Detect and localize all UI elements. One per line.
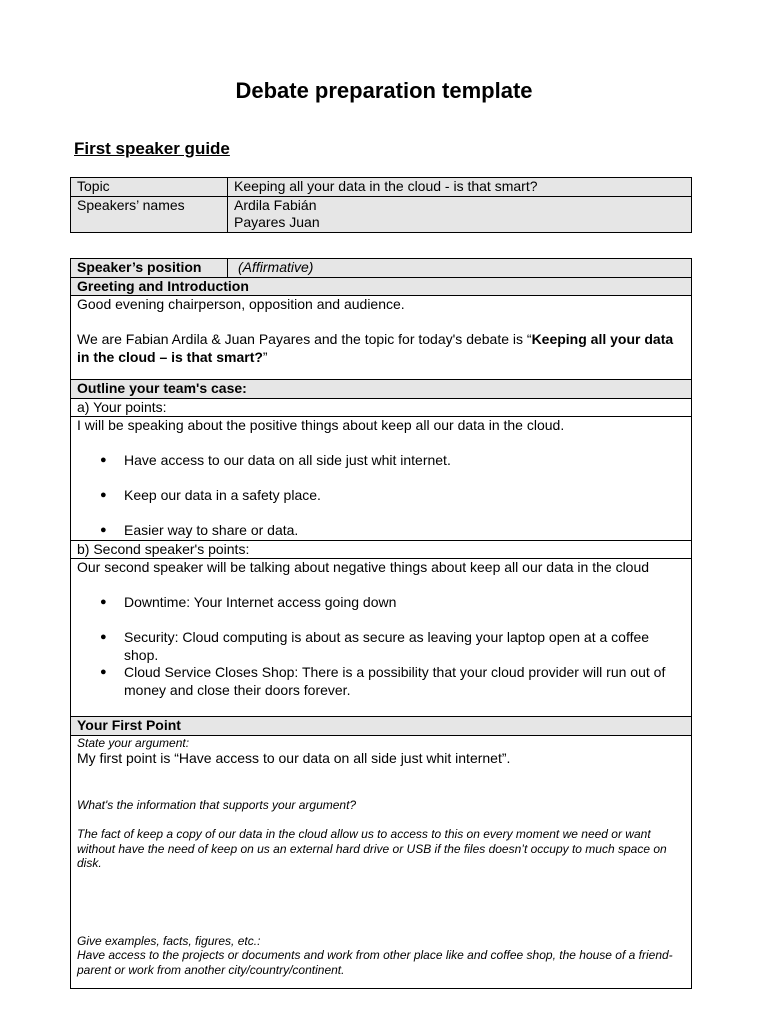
points-list — [77, 452, 685, 540]
state-argument-label: State your argument: — [77, 735, 190, 750]
outline-header-row — [71, 380, 692, 399]
second-body-row — [71, 559, 692, 717]
info-table — [70, 177, 692, 233]
introduction-suffix: ” — [262, 348, 268, 365]
greeting-header-row — [71, 277, 692, 296]
second-points-list — [77, 594, 685, 699]
topic-value: Keeping all your data in the cloud - is that smart? — [228, 178, 692, 197]
introduction-topic: Keeping all your data in the cloud – is that smart? — [77, 331, 674, 365]
second-label-row — [71, 540, 692, 559]
support-text: The fact of keep a copy of our data in the cloud allow us to access to this on every moment we need or want without have the need of keep on us an external hard drive or USB if the files doesn’t occupy to much space on disk. — [77, 827, 667, 870]
introduction-line — [77, 331, 685, 366]
first-point-body — [71, 735, 692, 988]
document-title: Debate preparation template — [235, 78, 533, 103]
introduction-prefix: We are Fabian Ardila & Juan Payares and the topic for today's debate is “ — [77, 331, 532, 347]
list-item: ● Security: Cloud computing is about as secure as leaving your laptop open at a coffee shop. — [124, 629, 685, 664]
points-body-row — [71, 417, 692, 541]
list-item: ● Easier way to share or data. — [124, 522, 685, 540]
first-point-header-row — [71, 717, 692, 736]
points-intro: I will be speaking about the positive things about keep all our data in the cloud. — [77, 417, 565, 433]
list-spacer — [124, 612, 685, 630]
position-row — [71, 259, 692, 278]
greeting-body — [71, 296, 692, 380]
list-item: ● Cloud Service Closes Shop: There is a possibility that your cloud provider will run out of money and close their doors forever. — [124, 664, 685, 699]
greeting-line: Good evening chairperson, opposition and audience. — [77, 296, 405, 312]
list-item: ● Keep our data in a safety place. — [124, 487, 685, 505]
speech-table — [70, 258, 692, 989]
list-item: ● Downtime: Your Internet access going down — [124, 594, 685, 612]
examples-text: Have access to the projects or documents and work from other place like and coffee shop, the house of a friend-parent or work from another city/country/continent. — [77, 948, 673, 977]
list-spacer — [124, 470, 685, 488]
topic-label: Topic — [71, 178, 228, 197]
second-speaker-body — [71, 559, 692, 717]
first-point-header: Your First Point — [71, 717, 692, 736]
examples-label: Give examples, facts, figures, etc.: — [77, 933, 261, 948]
speakers-label: Speakers’ names — [71, 196, 228, 232]
argument-text: My first point is “Have access to our data on all side just whit internet”. — [77, 750, 511, 766]
second-speaker-intro: Our second speaker will be talking about negative things about keep all our data in the cloud — [77, 559, 650, 575]
topic-row — [71, 178, 692, 197]
list-spacer — [124, 505, 685, 523]
outline-header: Outline your team's case: — [71, 380, 692, 399]
points-label: a) Your points: — [71, 398, 692, 417]
greeting-body-row — [71, 296, 692, 380]
position-value: (Affirmative) — [228, 259, 692, 278]
greeting-header: Greeting and Introduction — [71, 277, 692, 296]
speakers-row — [71, 196, 692, 232]
position-label: Speaker’s position — [71, 259, 228, 278]
points-label-row — [71, 398, 692, 417]
section-subtitle: First speaker guide — [74, 139, 230, 158]
second-speaker-label: b) Second speaker's points: — [71, 540, 692, 559]
points-body — [71, 417, 692, 541]
support-label: What's the information that supports your argument? — [77, 797, 357, 812]
list-item: ● Have access to our data on all side just whit internet. — [124, 452, 685, 470]
speakers-value — [228, 196, 692, 232]
first-point-body-row — [71, 735, 692, 988]
speaker-name-2: Payares Juan — [234, 214, 320, 230]
speaker-name-1: Ardila Fabián — [234, 196, 317, 213]
